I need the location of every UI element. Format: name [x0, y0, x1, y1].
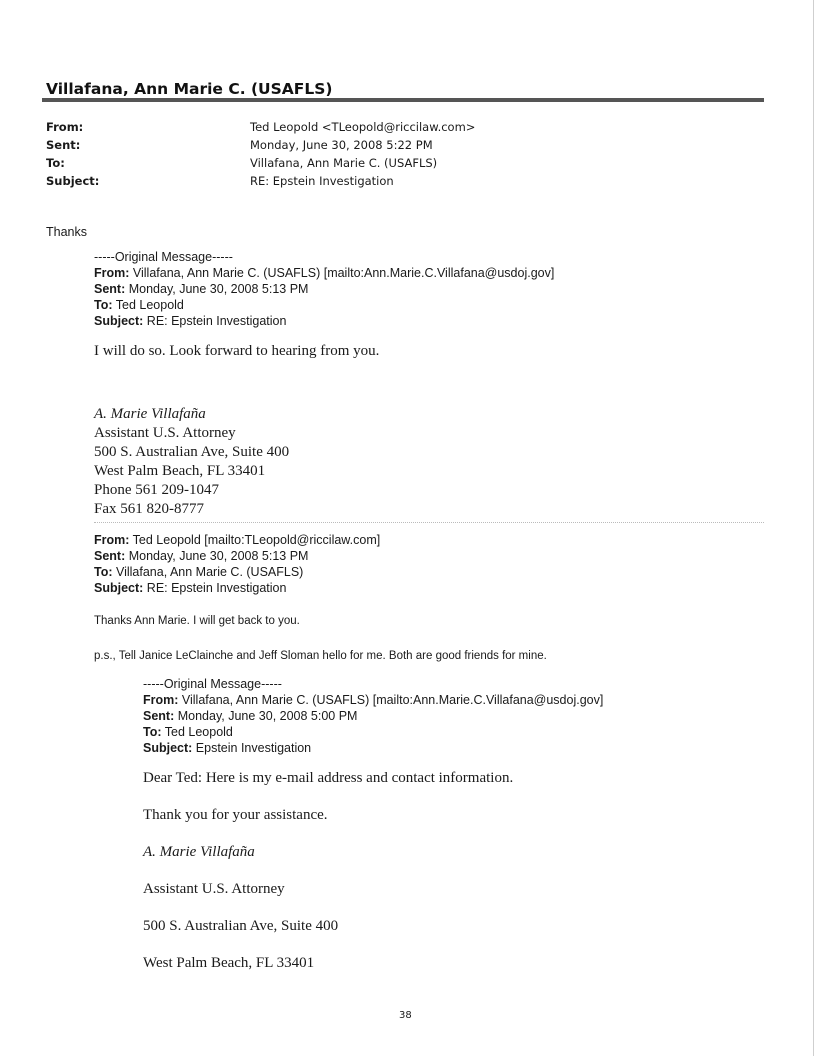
sent-label: Sent: — [94, 282, 126, 296]
signature-name: A. Marie Villafaña — [94, 406, 206, 422]
message-1-body: I will do so. Look forward to hearing from you. — [94, 343, 380, 359]
message-3-signature-address-1: 500 S. Australian Ave, Suite 400 — [143, 918, 339, 934]
to-value: Villafana, Ann Marie C. (USAFLS) — [112, 565, 304, 579]
signature-address-2: West Palm Beach, FL 33401 — [94, 463, 266, 479]
signature-address-1: 500 S. Australian Ave, Suite 400 — [94, 444, 290, 460]
original-message-marker: -----Original Message----- — [94, 250, 233, 264]
message-3-signature-name: A. Marie Villafaña — [143, 844, 255, 860]
message-3-header — [143, 677, 603, 757]
from-value: Ted Leopold [mailto:TLeopold@riccilaw.com] — [129, 533, 381, 547]
from-label: From: — [46, 120, 84, 134]
to-value: Ted Leopold — [112, 298, 184, 312]
sent-value: Monday, June 30, 2008 5:13 PM — [125, 549, 309, 563]
message-2-ps: p.s., Tell Janice LeClainche and Jeff Sloman hello for me. Both are good friends for mine. — [94, 650, 547, 662]
subject-value: RE: Epstein Investigation — [250, 174, 394, 188]
message-divider — [94, 522, 764, 523]
subject-value: RE: Epstein Investigation — [143, 314, 287, 328]
subject-label: Subject: — [94, 314, 144, 328]
reply-top: Thanks — [46, 225, 87, 239]
from-value: Villafana, Ann Marie C. (USAFLS) [mailto:Ann.Marie.C.Villafana@usdoj.gov] — [129, 266, 555, 280]
title-rule — [42, 98, 764, 102]
signature-fax: Fax 561 820-8777 — [94, 501, 204, 517]
sent-label: Sent: — [46, 138, 81, 152]
email-header — [46, 120, 766, 192]
from-value: Villafana, Ann Marie C. (USAFLS) [mailto:Ann.Marie.C.Villafana@usdoj.gov] — [178, 693, 604, 707]
from-value: Ted Leopold <TLeopold@riccilaw.com> — [250, 120, 476, 134]
message-3-signature-address-2: West Palm Beach, FL 33401 — [143, 955, 315, 971]
to-value: Villafana, Ann Marie C. (USAFLS) — [250, 156, 438, 170]
sent-label: Sent: — [143, 709, 175, 723]
signature-title: Assistant U.S. Attorney — [94, 425, 236, 441]
subject-label: Subject: — [94, 581, 144, 595]
subject-label: Subject: — [46, 174, 100, 188]
subject-label: Subject: — [143, 741, 193, 755]
to-label: To: — [94, 565, 113, 579]
signature-phone: Phone 561 209-1047 — [94, 482, 219, 498]
message-3-thanks: Thank you for your assistance. — [143, 807, 328, 823]
to-label: To: — [46, 156, 65, 170]
from-label: From: — [94, 266, 130, 280]
sent-label: Sent: — [94, 549, 126, 563]
message-3-body: Dear Ted: Here is my e-mail address and contact information. — [143, 770, 514, 786]
sent-value: Monday, June 30, 2008 5:13 PM — [125, 282, 309, 296]
message-1-header — [94, 250, 554, 330]
to-label: To: — [94, 298, 113, 312]
document-title: Villafana, Ann Marie C. (USAFLS) — [46, 80, 333, 98]
sent-value: Monday, June 30, 2008 5:22 PM — [250, 138, 433, 152]
to-label: To: — [143, 725, 162, 739]
from-label: From: — [143, 693, 179, 707]
message-2-body: Thanks Ann Marie. I will get back to you. — [94, 615, 300, 627]
sent-value: Monday, June 30, 2008 5:00 PM — [174, 709, 358, 723]
page-edge-line — [813, 0, 814, 1056]
original-message-marker: -----Original Message----- — [143, 677, 282, 691]
subject-value: RE: Epstein Investigation — [143, 581, 287, 595]
message-1-signature — [94, 406, 289, 520]
subject-value: Epstein Investigation — [192, 741, 312, 755]
to-value: Ted Leopold — [161, 725, 233, 739]
page-number: 38 — [399, 1010, 412, 1021]
message-3-signature-title: Assistant U.S. Attorney — [143, 881, 285, 897]
from-label: From: — [94, 533, 130, 547]
message-2-header — [94, 533, 380, 597]
